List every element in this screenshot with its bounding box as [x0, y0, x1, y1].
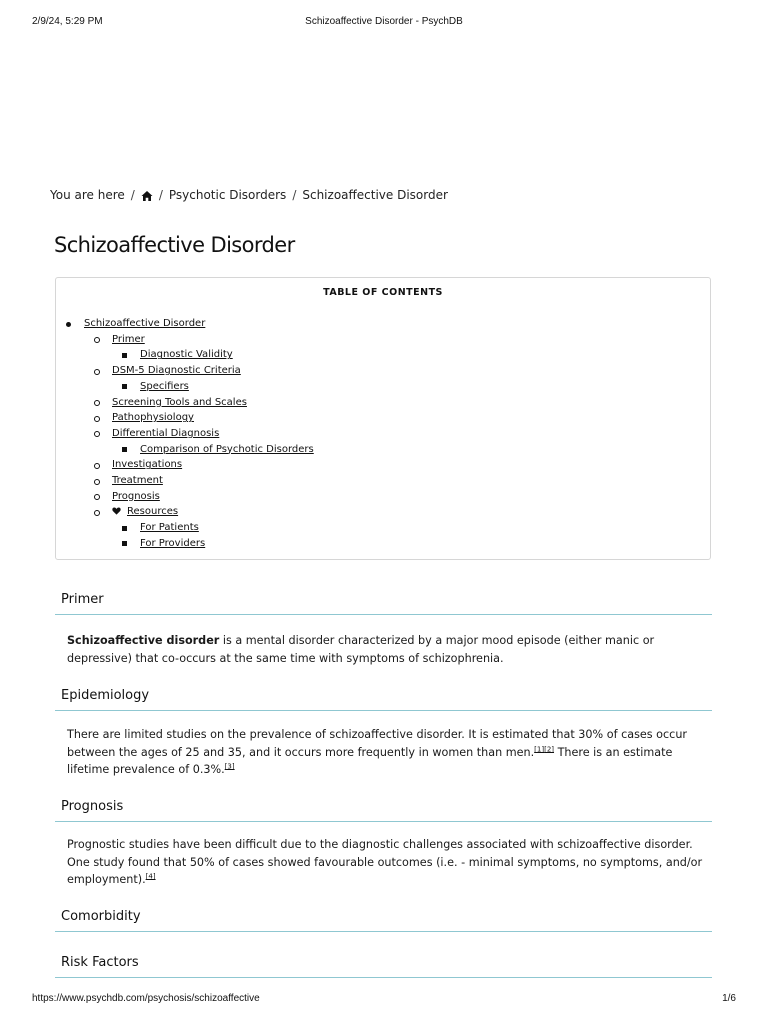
breadcrumb-psychotic-disorders[interactable]: Psychotic Disorders — [168, 188, 287, 202]
toc-link-schizoaffective-disorder[interactable]: Schizoaffective Disorder — [84, 318, 206, 329]
bullet-square — [122, 353, 127, 358]
citation-link[interactable]: [2] — [544, 744, 555, 753]
epidemiology-text: There are limited studies on the prevalence of schizoaffective disorder. It is estimated that 30% of cases occur between the ages of 25 and 35, and it occurs more frequently in women than men. — [67, 728, 688, 759]
page-title: Schizoaffective Disorder — [54, 233, 295, 257]
toc-item — [84, 395, 314, 411]
toc-subitem — [112, 520, 314, 536]
bullet-circle — [94, 463, 100, 469]
toc-subitem — [112, 379, 314, 395]
breadcrumb — [50, 188, 448, 202]
breadcrumb-separator: / — [158, 188, 163, 202]
citation-link[interactable]: [4] — [145, 872, 156, 881]
toc-link-screening-tools[interactable]: Screening Tools and Scales — [112, 396, 247, 408]
breadcrumb-separator: / — [130, 188, 135, 202]
bullet-square — [122, 384, 127, 389]
section-title: Epidemiology — [61, 688, 150, 703]
bullet-circle — [94, 416, 100, 422]
bullet-disc — [66, 322, 71, 327]
toc-item — [84, 363, 314, 394]
bullet-circle — [94, 369, 100, 375]
heart-icon — [112, 506, 127, 517]
toc-link-resources[interactable]: Resources — [127, 506, 179, 518]
toc-link-prognosis[interactable]: Prognosis — [112, 490, 160, 502]
toc-item — [84, 332, 314, 363]
print-header — [32, 16, 736, 30]
primer-text: is a mental disorder characterized by a major mood episode (either manic or depressive) that co-occurs at the same time with symptoms of schizophrenia. — [67, 634, 655, 665]
section-title: Comorbidity — [61, 909, 141, 924]
toc-title: TABLE OF CONTENTS — [323, 287, 443, 298]
print-url: https://www.psychdb.com/psychosis/schizoaffective — [32, 993, 260, 1004]
epidemiology-text: There is an estimate lifetime prevalence of 0.3%. — [67, 745, 673, 776]
toc-link-pathophysiology[interactable]: Pathophysiology — [112, 412, 194, 424]
bullet-circle — [94, 400, 100, 406]
toc-link-for-patients[interactable]: For Patients — [140, 522, 199, 534]
print-page-number: 1/6 — [722, 993, 736, 1004]
section-heading-prognosis — [55, 799, 712, 822]
table-of-contents — [55, 277, 711, 560]
bullet-circle — [94, 337, 100, 343]
toc-list — [66, 316, 314, 552]
bullet-circle — [94, 479, 100, 485]
home-icon[interactable] — [141, 188, 153, 202]
toc-item — [84, 457, 314, 473]
bullet-circle — [94, 510, 100, 516]
citation-link[interactable]: [1] — [534, 744, 545, 753]
toc-item — [84, 410, 314, 426]
toc-link-comparison[interactable]: Comparison of Psychotic Disorders — [140, 443, 314, 455]
section-title: Primer — [61, 592, 104, 607]
section-title: Risk Factors — [61, 955, 139, 970]
print-footer — [32, 993, 736, 1007]
section-heading-comorbidity — [55, 909, 712, 932]
section-heading-primer — [55, 592, 712, 615]
breadcrumb-current: Schizoaffective Disorder — [302, 188, 448, 202]
bullet-circle — [94, 494, 100, 500]
toc-item-root — [66, 316, 314, 552]
toc-link-differential-diagnosis[interactable]: Differential Diagnosis — [112, 427, 220, 439]
primer-paragraph — [67, 632, 707, 667]
toc-link-diagnostic-validity[interactable]: Diagnostic Validity — [140, 349, 233, 361]
section-title: Prognosis — [61, 799, 124, 814]
epidemiology-paragraph — [67, 726, 707, 779]
toc-subitem — [112, 536, 314, 552]
toc-link-treatment[interactable]: Treatment — [112, 475, 163, 487]
toc-link-specifiers[interactable]: Specifiers — [140, 380, 189, 392]
prognosis-text: Prognostic studies have been difficult due to the diagnostic challenges associated with schizoaffective disorder. One study found that 50% of cases showed favourable outcomes (i.e. - minimal symptoms, no symptoms, and/or employment). — [67, 838, 703, 886]
print-page-title: Schizoaffective Disorder - PsychDB — [305, 16, 463, 27]
print-datetime: 2/9/24, 5:29 PM — [32, 16, 103, 27]
bullet-square — [122, 541, 127, 546]
breadcrumb-prefix: You are here — [50, 188, 125, 202]
prognosis-paragraph — [67, 836, 707, 889]
toc-link-primer[interactable]: Primer — [112, 333, 145, 345]
toc-link-investigations[interactable]: Investigations — [112, 459, 183, 471]
section-heading-epidemiology — [55, 688, 712, 711]
bullet-square — [122, 526, 127, 531]
toc-item — [84, 504, 314, 551]
breadcrumb-separator: / — [292, 188, 297, 202]
section-heading-risk-factors — [55, 955, 712, 978]
toc-link-for-providers[interactable]: For Providers — [140, 537, 206, 549]
citation-link[interactable]: [3] — [224, 762, 235, 771]
toc-subitem — [112, 347, 314, 363]
toc-item — [84, 426, 314, 457]
primer-term: Schizoaffective disorder — [67, 634, 220, 647]
toc-link-dsm5-criteria[interactable]: DSM-5 Diagnostic Criteria — [112, 365, 241, 377]
toc-item — [84, 473, 314, 489]
toc-item — [84, 489, 314, 505]
bullet-circle — [94, 431, 100, 437]
toc-subitem — [112, 442, 314, 458]
bullet-square — [122, 447, 127, 452]
